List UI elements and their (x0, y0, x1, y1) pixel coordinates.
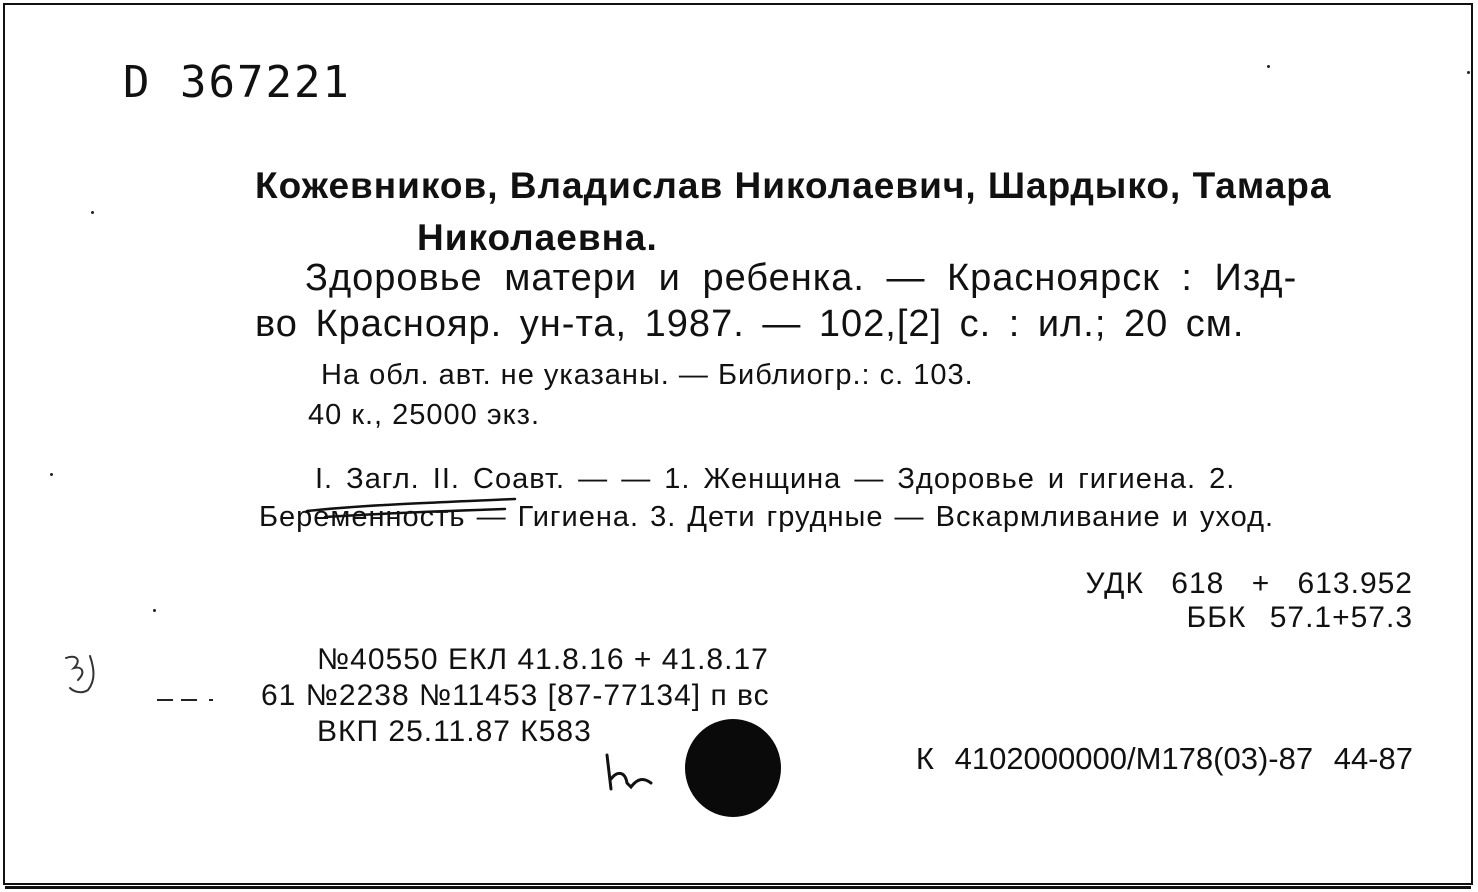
title-line-2: во Краснояр. ун-та, 1987. — 102,[2] с. : ил.; 20 см. (255, 303, 1245, 345)
udk-classification: УДК 618 + 613.952 (1085, 567, 1413, 600)
note-line-1: На обл. авт. не указаны. — Библиогр.: с. 103. (321, 359, 974, 391)
speck (50, 473, 53, 476)
subjects-line-2: Беременность — Гигиена. 3. Дети грудные — Вскармливание и уход. (259, 501, 1275, 533)
speck (1267, 65, 1270, 68)
speck (1467, 71, 1470, 74)
speck (91, 211, 94, 214)
call-number: D 367221 (123, 57, 351, 108)
speck (153, 609, 156, 612)
author-line-1: Кожевников, Владислав Николаевич, Шардыко, Тамара (255, 165, 1332, 206)
handwritten-scribble-icon (60, 650, 110, 700)
handwritten-mark-icon (603, 753, 663, 793)
dash-mark-icon (155, 695, 225, 705)
bbk-classification: ББК 57.1+57.3 (1186, 601, 1413, 634)
catalog-code: К 4102000000/М178(03)-87 44-87 (915, 741, 1413, 776)
inventory-line-2: 61 №2238 №11453 [87-77134] п вс (261, 679, 770, 712)
inventory-line-3: ВКП 25.11.87 К583 (317, 715, 592, 748)
punch-hole (685, 719, 781, 817)
note-line-2: 40 к., 25000 экз. (308, 399, 541, 431)
inventory-line-1: №40550 ЕКЛ 41.8.16 + 41.8.17 (317, 643, 769, 676)
catalog-card (3, 3, 1473, 885)
author-line-2: Николаевна. (417, 217, 658, 258)
handwritten-underline-icon (305, 495, 525, 525)
title-line-1: Здоровье матери и ребенка. — Красноярск : Изд- (305, 257, 1298, 299)
subjects-line-1: I. Загл. II. Соавт. — — 1. Женщина — Здоровье и гигиена. 2. (315, 463, 1236, 495)
